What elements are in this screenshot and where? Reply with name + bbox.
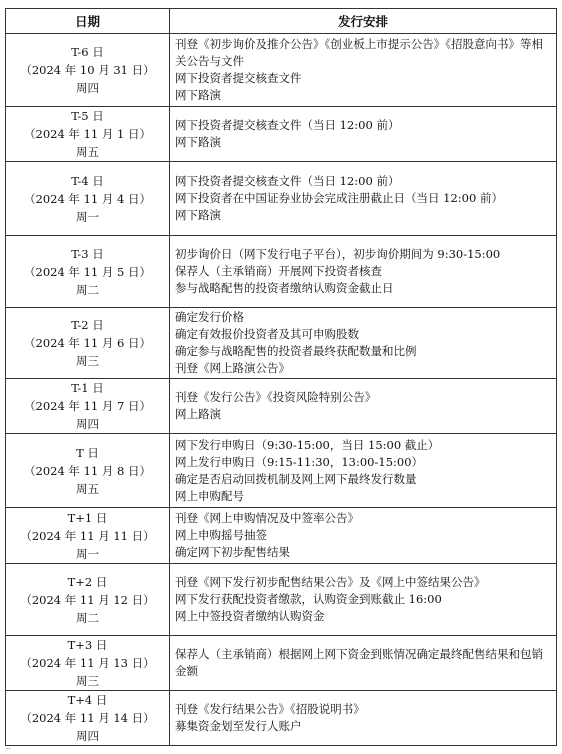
arrangement-cell — [170, 236, 557, 308]
day-label: T-1 日 — [71, 381, 104, 395]
arrangement-item: 网下发行申购日（9:30-15:00，当日 15:00 截止） — [175, 437, 440, 452]
table-row — [6, 434, 557, 508]
arrangement-item: 网下投资者在中国证券业协会完成注册截止日（当日 12:00 前） — [175, 191, 503, 205]
arrangement-cell — [170, 107, 557, 162]
arrangement-item: 确定网下初步配售结果 — [175, 545, 290, 559]
weekday-label: 周四 — [76, 81, 99, 95]
arrangement-item: 刊登《发行公告》《投资风险特别公告》 — [175, 390, 377, 404]
date-cell — [6, 308, 170, 379]
day-label: T+2 日 — [67, 574, 108, 589]
date-cell — [6, 236, 170, 308]
calendar-date: （2024 年 11 月 7 日） — [24, 399, 151, 413]
table-row — [6, 107, 557, 162]
table-header-row — [6, 9, 557, 34]
day-label: T 日 — [76, 445, 99, 460]
calendar-date: （2024 年 11 月 8 日） — [24, 463, 151, 478]
arrangement-item: 网上申购配号 — [175, 488, 244, 503]
arrangement-item: 刊登《初步询价及推介公告》《创业板上市提示公告》《招股意向书》等相关公告与文件 — [175, 37, 543, 68]
day-label: T-2 日 — [71, 318, 104, 332]
day-label: T-4 日 — [71, 173, 104, 188]
table-row — [6, 691, 557, 746]
arrangement-item: 参与战略配售的投资者缴纳认购资金截止日 — [175, 281, 394, 295]
arrangement-item: 网下路演 — [175, 208, 221, 222]
footnote-mark: ·· — [6, 745, 11, 753]
weekday-label: 周五 — [76, 145, 99, 159]
day-label: T+1 日 — [67, 510, 108, 525]
arrangement-item: 网下投资者提交核查文件 — [175, 71, 302, 85]
date-cell — [6, 691, 170, 746]
arrangement-cell — [170, 162, 557, 236]
day-label: T+4 日 — [67, 693, 108, 707]
arrangement-item: 网下发行获配投资者缴款，认购资金到账截止 16:00 — [175, 592, 442, 606]
day-label: T-6 日 — [71, 45, 104, 59]
calendar-date: （2024 年 11 月 13 日） — [20, 656, 155, 670]
arrangement-item: 网上路演 — [175, 407, 221, 421]
weekday-label: 周二 — [76, 282, 99, 297]
arrangement-item: 刊登《发行结果公告》《招股说明书》 — [175, 702, 365, 716]
day-label: T-3 日 — [71, 246, 104, 261]
arrangement-item: 确定发行价格 — [175, 310, 244, 324]
table-row — [6, 162, 557, 236]
table-row — [6, 379, 557, 434]
calendar-date: （2024 年 11 月 1 日） — [24, 127, 151, 141]
arrangement-item: 募集资金划至发行人账户 — [175, 719, 302, 733]
arrangement-item: 网上中签投资者缴纳认购资金 — [175, 609, 325, 623]
arrangement-cell — [170, 308, 557, 379]
arrangement-item: 网上申购摇号抽签 — [175, 528, 267, 542]
date-cell — [6, 34, 170, 107]
arrangement-item: 网下路演 — [175, 135, 221, 149]
weekday-label: 周一 — [76, 546, 99, 561]
table-row — [6, 508, 557, 564]
weekday-label: 周四 — [76, 417, 99, 431]
arrangement-item: 网上发行申购日（9:15-11:30，13:00-15:00） — [175, 454, 424, 469]
issuance-schedule-table — [5, 8, 557, 746]
weekday-label: 周三 — [76, 674, 99, 688]
table-row — [6, 236, 557, 308]
calendar-date: （2024 年 11 月 12 日） — [20, 592, 155, 607]
arrangement-item: 确定参与战略配售的投资者最终获配数量和比例 — [175, 344, 417, 358]
arrangement-cell — [170, 636, 557, 691]
table-row — [6, 564, 557, 636]
date-cell — [6, 636, 170, 691]
date-cell — [6, 564, 170, 636]
date-cell — [6, 434, 170, 508]
calendar-date: （2024 年 11 月 11 日） — [20, 528, 155, 543]
arrangement-item: 刊登《网下发行初步配售结果公告》及《网上中签结果公告》 — [175, 575, 486, 589]
arrangement-item: 保荐人（主承销商）根据网上网下资金到账情况确定最终配售结果和包销金额 — [175, 647, 543, 678]
table-row — [6, 308, 557, 379]
calendar-date: （2024 年 11 月 6 日） — [24, 336, 151, 350]
date-cell — [6, 379, 170, 434]
arrangement-cell — [170, 434, 557, 508]
arrangement-item: 确定有效报价投资者及其可申购股数 — [175, 327, 359, 341]
day-label: T-5 日 — [71, 109, 104, 123]
arrangement-item: 确定是否启动回拨机制及网上网下最终发行数量 — [175, 471, 417, 486]
date-cell — [6, 508, 170, 564]
schedule-body — [6, 34, 557, 746]
column-header-date: 日期 — [6, 9, 170, 34]
arrangement-item: 网下路演 — [175, 88, 221, 102]
table-row — [6, 636, 557, 691]
arrangement-item: 保荐人（主承销商）开展网下投资者核查 — [175, 264, 382, 278]
calendar-date: （2024 年 10 月 31 日） — [20, 63, 155, 77]
arrangement-item: 网下投资者提交核查文件（当日 12:00 前） — [175, 174, 400, 188]
arrangement-cell — [170, 34, 557, 107]
date-cell — [6, 162, 170, 236]
arrangement-item: 初步询价日（网下发行电子平台），初步询价期间为 9:30-15:00 — [175, 247, 501, 261]
arrangement-cell — [170, 564, 557, 636]
weekday-label: 周四 — [76, 729, 99, 743]
arrangement-cell — [170, 508, 557, 564]
arrangement-item: 刊登《网上申购情况及中签率公告》 — [175, 511, 359, 525]
calendar-date: （2024 年 11 月 4 日） — [24, 191, 151, 206]
arrangement-item: 刊登《网上路演公告》 — [175, 361, 290, 375]
weekday-label: 周二 — [76, 610, 99, 625]
arrangement-item: 网下投资者提交核查文件（当日 12:00 前） — [175, 118, 400, 132]
calendar-date: （2024 年 11 月 5 日） — [24, 264, 151, 279]
arrangement-cell — [170, 379, 557, 434]
calendar-date: （2024 年 11 月 14 日） — [20, 711, 155, 725]
weekday-label: 周五 — [76, 481, 99, 496]
weekday-label: 周一 — [76, 209, 99, 224]
date-cell — [6, 107, 170, 162]
table-row — [6, 34, 557, 107]
day-label: T+3 日 — [67, 638, 108, 652]
column-header-arrangement: 发行安排 — [170, 9, 557, 34]
weekday-label: 周三 — [76, 354, 99, 368]
arrangement-cell — [170, 691, 557, 746]
